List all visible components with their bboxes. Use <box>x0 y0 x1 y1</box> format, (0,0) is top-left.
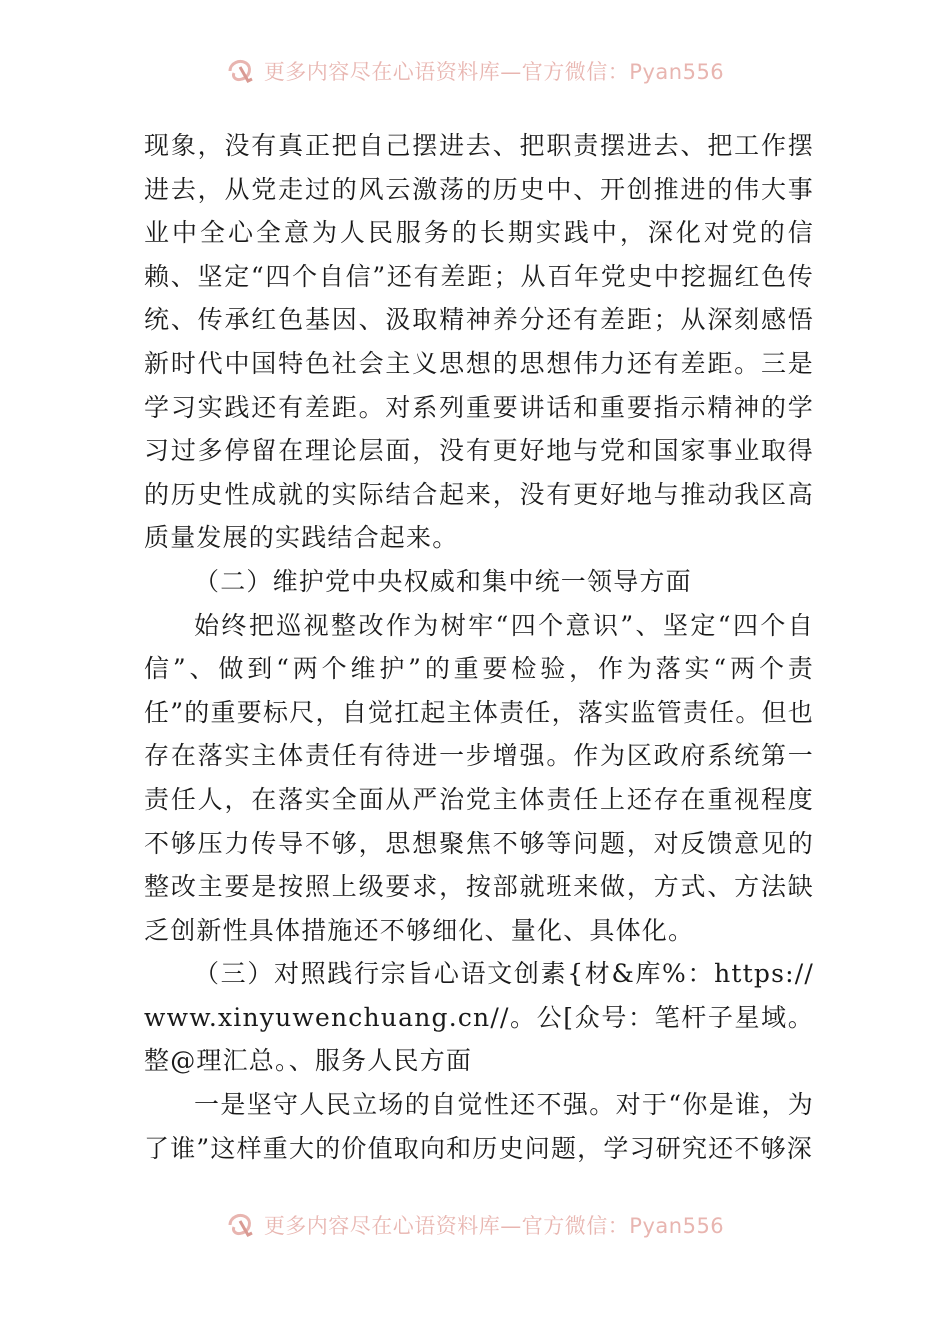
watermark-header <box>0 56 950 86</box>
watermark-footer <box>0 1210 950 1240</box>
brand-logo-icon <box>226 57 256 85</box>
section-heading-2: （二）维护党中央权威和集中统一领导方面 <box>194 566 692 596</box>
paragraph-section-2: 始终把巡视整改作为树牢“四个意识”、坚定“四个自信”、做到“两个维护”的重要检验，作为落实“两个责任”的重要标尺，自觉扛起主体责任，落实监管责任。但也存在落实主体责任有待进一步增强。作为区政府系统第一责任人，在落实全面从严治党主体责任上还存在重视程度不够压力传导不够，思想聚焦不够等问题，对反馈意见的整改主要是按照上级要求，按部就班来做，方式、方法缺乏创新性具体措施还不够细化、量化、具体化。 <box>144 610 814 945</box>
brand-logo-icon <box>226 1211 256 1239</box>
document-body <box>144 124 814 1170</box>
section-heading-3: （三）对照践行宗旨心语文创素{材&库%：https://www.xinyuwenchuang.cn//。公[众号：笔杆子星域。整@理汇总。、服务人民方面 <box>144 959 814 1076</box>
watermark-text: 更多内容尽在心语资料库—官方微信：Pyan556 <box>263 60 725 84</box>
paragraph-continuation: 现象，没有真正把自己摆进去、把职责摆进去、把工作摆进去，从党走过的风云激荡的历史中、开创推进的伟大事业中全心全意为人民服务的长期实践中，深化对党的信赖、坚定“四个自信”还有差距；从百年党史中挖掘红色传统、传承红色基因、汲取精神养分还有差距；从深刻感悟新时代中国特色社会主义思想的思想伟力还有差距。三是学习实践还有差距。对系列重要讲话和重要指示精神的学习过多停留在理论层面，没有更好地与党和国家事业取得的历史性成就的实际结合起来，没有更好地与推动我区高质量发展的实践结合起来。 <box>144 131 814 553</box>
watermark-text: 更多内容尽在心语资料库—官方微信：Pyan556 <box>263 1214 725 1238</box>
paragraph-section-3: 一是坚守人民立场的自觉性还不强。对于“你是谁，为了谁”这样重大的价值取向和历史问题，学习研究还不够深 <box>144 1090 814 1163</box>
